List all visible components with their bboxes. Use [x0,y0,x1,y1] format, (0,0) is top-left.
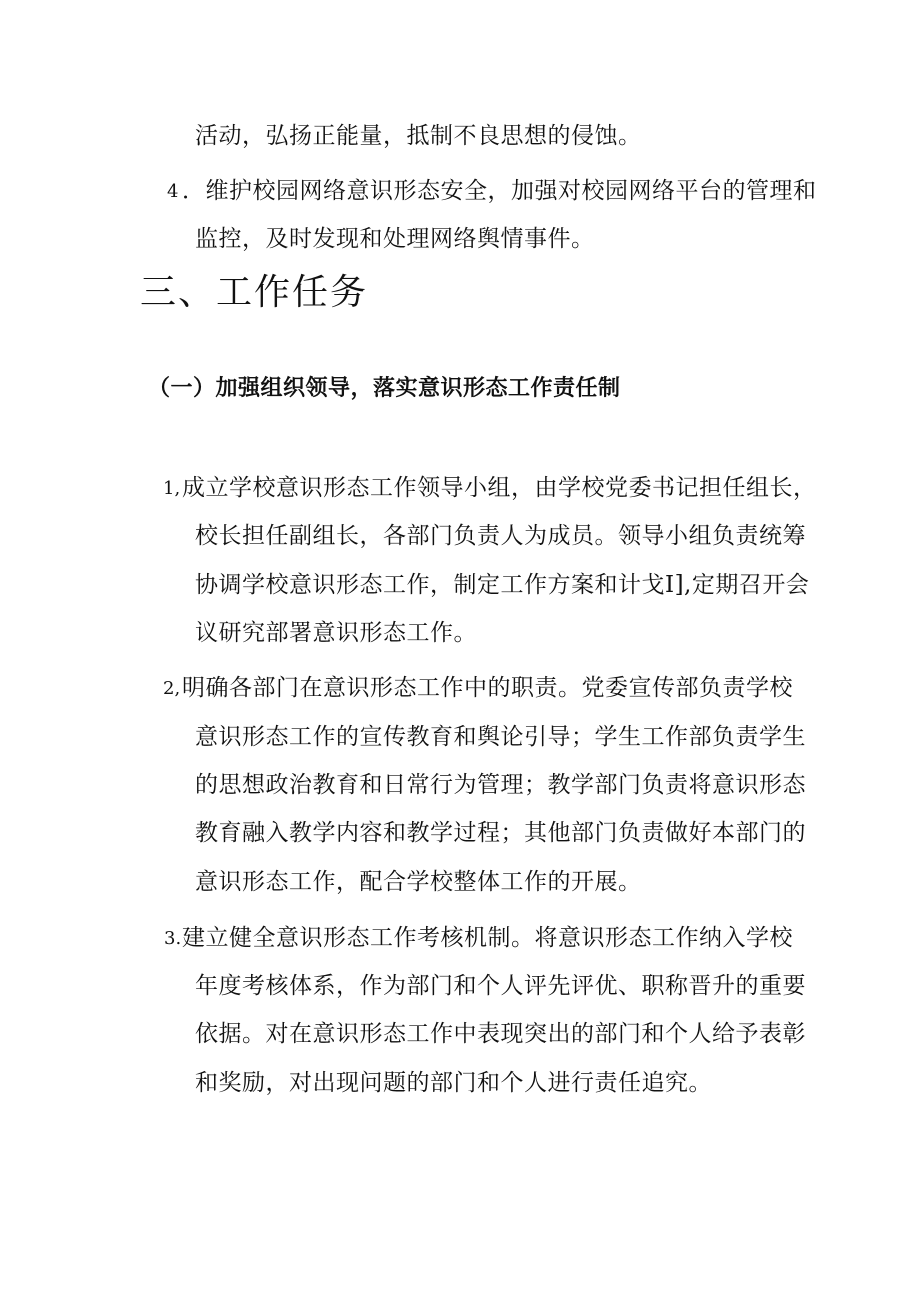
item-1-line-4: 议研究部署意识形态工作。 [195,620,477,646]
item-3-number: 3. [164,928,182,949]
item-1-line-1: 成立学校意识形态工作领导小组，由学校党委书记担任组长， [182,475,817,501]
item-2-number: 2, [163,678,181,699]
item-1-number: 1, [163,478,181,499]
item-4-number: 4 [167,181,179,202]
subsection-title: （一）加强组织领导，落实意识形态工作责任制 [148,376,621,401]
section-title: 三、工作任务 [140,272,369,313]
item-2-line-3: 的思想政治教育和日常行为管理；教学部门负责将意识形态 [195,772,806,798]
item-1-line-2: 校长担任副组长，各部门负责人为成员。领导小组负责统筹 [195,523,806,549]
item-2-line-1: 明确各部门在意识形态工作中的职责。党委宣传部负责学校 [182,675,793,701]
continuation-line: 活动，弘扬正能量，抵制不良思想的侵蚀。 [195,123,642,149]
item-4-line-2: 监控，及时发现和处理网络舆情事件。 [195,226,595,252]
item-2-line-4: 教育融入教学内容和教学过程；其他部门负责做好本部门的 [195,820,806,846]
item-2-line-5: 意识形态工作，配合学校整体工作的开展。 [195,869,642,895]
item-3-line-2: 年度考核体系，作为部门和个人评先评优、职称晋升的重要 [195,973,806,999]
item-1-line-3: 协调学校意识形态工作，制定工作方案和计戈I],定期召开会 [195,572,810,598]
item-3-line-1: 建立健全意识形态工作考核机制。将意识形态工作纳入学校 [182,925,793,951]
item-3-line-4: 和奖励，对出现问题的部门和个人进行责任追究。 [195,1070,712,1096]
item-4-line-1: ．维护校园网络意识形态安全，加强对校园网络平台的管理和 [182,178,817,204]
item-2-line-2: 意识形态工作的宣传教育和舆论引导；学生工作部负责学生 [195,724,806,750]
item-3-line-3: 依据。对在意识形态工作中表现突出的部门和个人给予表彰 [195,1021,806,1047]
